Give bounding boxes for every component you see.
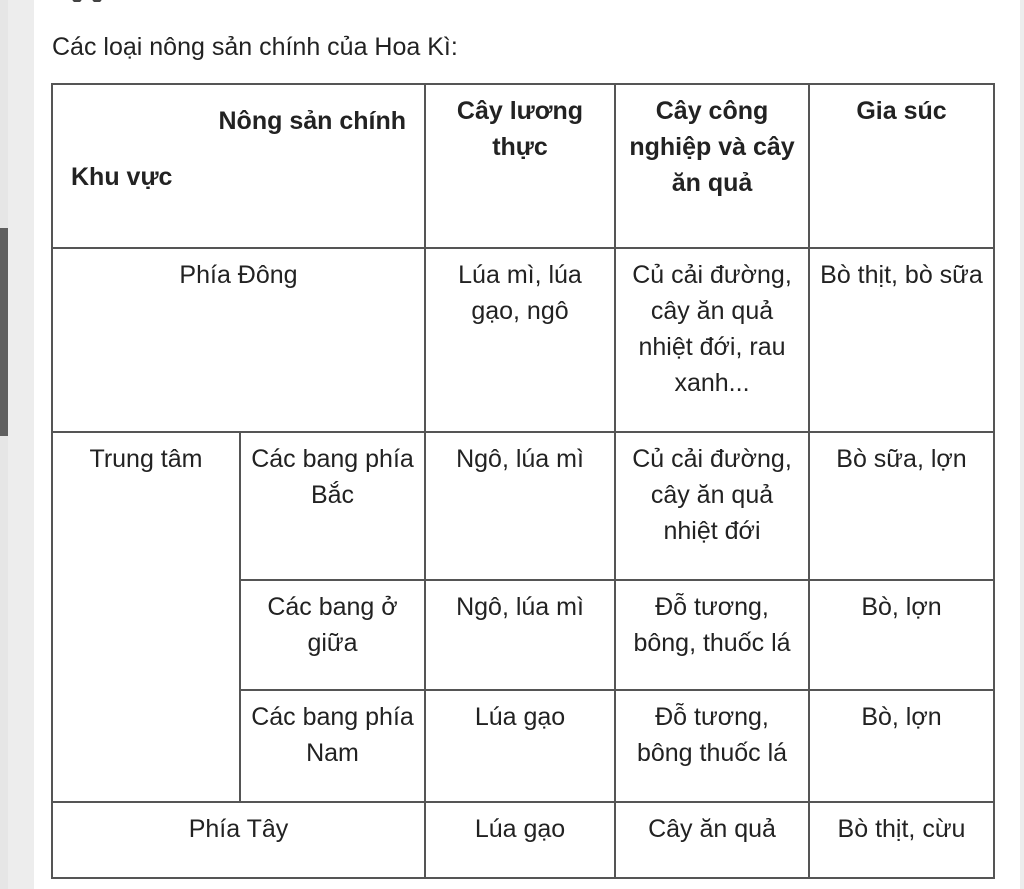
header-industrial-fruit-crops: Cây công nghiệp và cây ăn quả [615,84,809,248]
table-cell: Bò, lợn [809,690,994,802]
table-cell: Ngô, lúa mì [425,580,615,690]
table-row-east [52,248,994,432]
header-livestock: Gia súc [809,84,994,248]
table-row-west [52,802,994,878]
table-cell: Đỗ tương, bông, thuốc lá [615,580,809,690]
scrollbar-track[interactable] [0,0,8,889]
region-west: Phía Tây [52,802,425,878]
header-food-crops: Cây lương thực [425,84,615,248]
intro-text: Các loại nông sản chính của Hoa Kì: [52,33,458,61]
table-cell: Bò thịt, bò sữa [809,248,994,432]
subregion-middle: Các bang ở giữa [240,580,425,690]
clipped-text-fragment [72,0,132,2]
table-cell: Lúa gạo [425,690,615,802]
subregion-north: Các bang phía Bắc [240,432,425,580]
table-cell: Củ cải đường, cây ăn quả nhiệt đới [615,432,809,580]
header-corner-cell [52,84,425,248]
table-cell: Củ cải đường, cây ăn quả nhiệt đới, rau xanh... [615,248,809,432]
table-cell: Bò sữa, lợn [809,432,994,580]
header-region: Khu vực [71,163,173,191]
agriculture-table [51,83,995,879]
subregion-south: Các bang phía Nam [240,690,425,802]
header-row [52,84,994,248]
table-cell: Bò thịt, cừu [809,802,994,878]
table-cell: Lúa mì, lúa gạo, ngô [425,248,615,432]
region-central: Trung tâm [52,432,240,802]
table-cell: Ngô, lúa mì [425,432,615,580]
table-row-central-north [52,432,994,580]
scrollbar-thumb[interactable] [0,228,8,436]
region-east: Phía Đông [52,248,425,432]
header-main-products: Nông sản chính [218,107,406,135]
table-cell: Lúa gạo [425,802,615,878]
table-cell: Cây ăn quả [615,802,809,878]
table-cell: Bò, lợn [809,580,994,690]
table-cell: Đỗ tương, bông thuốc lá [615,690,809,802]
